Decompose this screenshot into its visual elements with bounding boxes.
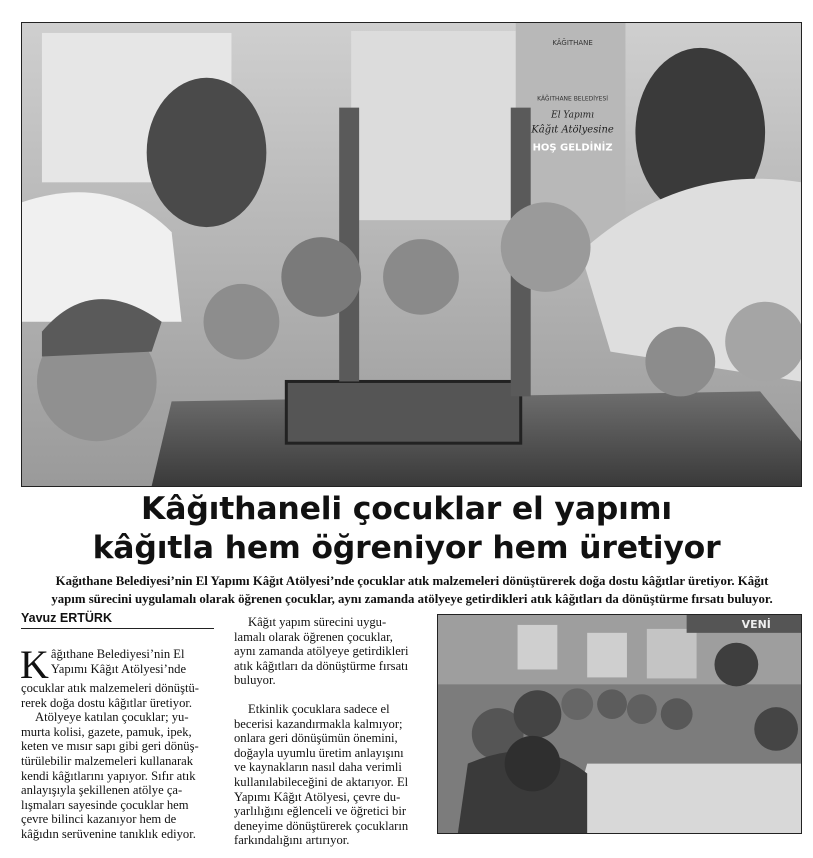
headline-line-1: Kâğıthaneli çocuklar el yapımı bbox=[141, 491, 672, 527]
text-line: Yapımı Kâğıt Atölyesi, çevre du- bbox=[234, 789, 401, 804]
text-line: keten ve mısır sapı gibi geri dönüş- bbox=[21, 739, 199, 754]
child bbox=[383, 239, 459, 315]
text-line: onlara geri dönüşümün önemini, bbox=[234, 731, 398, 746]
child-foreground-head bbox=[505, 736, 561, 791]
text-line: lışmaları sayesinde çocuklar hem bbox=[21, 797, 189, 812]
text-line: murta kolisi, gazete, pamuk, ipek, bbox=[21, 724, 192, 739]
child bbox=[281, 237, 361, 317]
lead-line: Kağıthane Belediyesi’nin El Yapımı Kâğıt Atölyesi’nde çocuklar atık malzemeleri dönüştürerek doğa dostu kâğıtlar üretiyor. Kâğıt bbox=[55, 574, 769, 588]
wall-sign-text: VENİ bbox=[741, 617, 771, 631]
text-line: yarlılığını eğlenceli ve öğretici bir bbox=[234, 804, 407, 819]
instructor bbox=[714, 643, 758, 687]
text-line: Atölyeye katılan çocuklar; yu- bbox=[35, 710, 189, 725]
text-line: buluyor. bbox=[234, 673, 276, 688]
text-line: kâğıdın serüvenine tanıklık ediyor. bbox=[21, 826, 196, 841]
child bbox=[501, 202, 591, 292]
text-line: âğıthane Belediyesi’nin El bbox=[50, 647, 185, 661]
text-line: çocuklar atık malzemeleri dönüştü- bbox=[21, 681, 199, 695]
text-line: çevre bilinci kazanıyor hem de bbox=[21, 812, 177, 827]
child bbox=[561, 688, 593, 720]
text-line: kendi kâğıtlarını yapıyor. Sıfır atık bbox=[21, 768, 196, 783]
second-photo-illustration bbox=[438, 615, 801, 833]
text-line: lamalı olarak öğrenen çocuklar, bbox=[234, 629, 393, 644]
body-column-2 bbox=[234, 615, 430, 848]
text-line: deneyime dönüştürerek çocukların bbox=[234, 818, 409, 833]
text-line: aynı zamanda atölyeye getirdikleri bbox=[234, 644, 409, 659]
banner-logo: KÂĞITHANE bbox=[552, 38, 593, 47]
text-line: Kâğıt yapım sürecini uygu- bbox=[248, 615, 387, 629]
banner-line-1: El Yapımı bbox=[551, 110, 594, 121]
text-line: becerisi kazandırmakla kalmıyor; bbox=[234, 716, 403, 731]
wall-frame bbox=[647, 629, 697, 679]
child bbox=[204, 284, 280, 360]
banner-sub: KÂĞITHANE BELEDİYESİ bbox=[537, 95, 609, 103]
paper-mould bbox=[286, 381, 520, 443]
text-line: Yapımı Kâğıt Atölyesi’nde bbox=[50, 661, 187, 676]
child bbox=[514, 690, 562, 738]
lead-paragraph bbox=[18, 572, 806, 608]
text-line: atık kâğıtları da dönüştürme fırsatı bbox=[234, 658, 409, 673]
paragraph bbox=[20, 642, 214, 710]
drop-cap: K bbox=[20, 642, 49, 687]
text-line: rerek doğa dostu kâğıtlar üretiyor. bbox=[21, 695, 193, 710]
text-line: doğayla uyumlu üretim anlayışını bbox=[234, 745, 404, 760]
main-photo-illustration bbox=[22, 23, 801, 486]
paragraph bbox=[234, 615, 430, 688]
main-photo bbox=[21, 22, 802, 487]
byline: Yavuz ERTÜRK bbox=[21, 611, 214, 629]
child bbox=[597, 689, 627, 719]
text-line: türülebilir malzemeleri kullanarak bbox=[21, 753, 194, 768]
child bbox=[645, 327, 715, 397]
text-line: Etkinlik çocuklara sadece el bbox=[248, 701, 390, 716]
child bbox=[754, 707, 798, 751]
banner-line-2: Kâğıt Atölyesine bbox=[531, 124, 614, 136]
wall-frame bbox=[587, 633, 627, 678]
text-line: ve kaynakların nasıl daha verimli bbox=[234, 760, 402, 775]
body-column-1 bbox=[20, 642, 214, 842]
text-line: farkındalığını artırıyor. bbox=[234, 833, 350, 848]
headline-line-2: kâğıtla hem öğreniyor hem üretiyor bbox=[92, 530, 721, 566]
lead-line: yapım sürecini uygulamalı olarak öğrenen çocuklar, aynı zamanda atölyeye getirdikleri atık kâğıtları da dönüştürme fırsatı buluyor. bbox=[51, 592, 773, 606]
work-table bbox=[567, 764, 801, 833]
child bbox=[661, 698, 693, 730]
man-head bbox=[147, 78, 267, 227]
paragraph bbox=[234, 702, 430, 848]
second-photo bbox=[437, 614, 802, 834]
text-line: anlayışıyla şekillenen atölye ça- bbox=[21, 783, 183, 798]
banner-line-3: HOŞ GELDİNİZ bbox=[532, 142, 613, 154]
text-line: kullanılabileceğini de aktarıyor. El bbox=[234, 774, 409, 789]
child bbox=[627, 694, 657, 724]
paragraph bbox=[21, 710, 214, 841]
wall-frame bbox=[518, 625, 558, 670]
